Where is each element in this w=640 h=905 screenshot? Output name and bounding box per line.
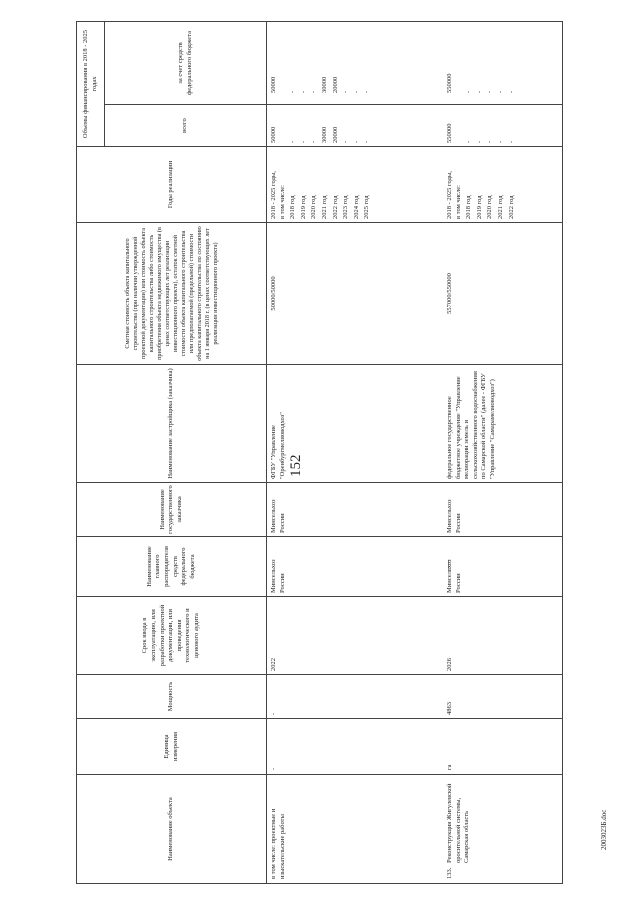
row-2-federal-0: 550000	[446, 73, 453, 93]
row-2-total-2: -	[465, 140, 473, 143]
row-1-year-8: 2024 год	[352, 195, 360, 219]
header-federal: за счет средств федерального бюджета	[176, 31, 193, 95]
row-1-year-3: 2019 год	[299, 195, 307, 219]
table-vline-left	[76, 883, 563, 884]
row-2-federal-5: -	[496, 90, 504, 93]
row-1-capacity: -	[270, 712, 277, 715]
row-2-total-3: -	[475, 140, 483, 143]
row-2-total-6: -	[507, 140, 515, 143]
row-2-name: Реконструкция Жигулевской оросительной системы, Самарская область	[446, 783, 471, 863]
row-1-year-1: в том числе:	[278, 185, 286, 219]
row-1-cost: 50000/50000	[270, 276, 277, 311]
header-years: Годы реализации	[167, 160, 175, 209]
row-1-total-7: -	[342, 140, 350, 143]
row-1-federal-5: 30000	[320, 76, 328, 93]
row-2-federal-6: -	[507, 90, 515, 93]
header-name: Наименование объекта	[167, 797, 175, 861]
row-2-year-0: 2018 - 2025 годы,	[446, 171, 453, 219]
row-1-total-9: -	[363, 140, 371, 143]
row-2-cost: 557000/550000	[446, 273, 453, 314]
row-2-num: 133.	[446, 867, 453, 879]
row-2-total-0: 550000	[446, 123, 453, 143]
footer-filename: 2003023Б.doc	[600, 809, 608, 850]
header-cost: Сметная стоимость объекта капитального строительства (при наличии утвержденной проектной документации) или стоимость объекта капитального строительства либо стоимость приобретения объекта недвижимого имущества (в ценах соответствующих лет реализации инвестиционного проекта), остаток сметной стоимости объекта капитального строительства или предполагаемой (предельной) стоимости объекта капитального строительства по состоянию на 1 января 2018 г. (в ценах соответствующих лет реализации инвестиционного проекта)	[123, 226, 219, 361]
row-2-year-2: 2018 год	[465, 195, 473, 219]
row-1-federal	[270, 33, 372, 93]
header-volume: Объемы финансирования в 2018 - 2025 годах	[81, 29, 98, 139]
row-2-unit: га	[446, 764, 453, 770]
row-1-total-3: -	[299, 140, 307, 143]
table-line-header-bottom	[266, 22, 267, 884]
row-1-customer-state: Минсельхоз России	[270, 499, 286, 533]
row-1-total-2: -	[289, 140, 297, 143]
row-2-federal-4: -	[486, 90, 494, 93]
row-1-federal-4: -	[310, 90, 318, 93]
row-1-developer: ФГБУ "Управление "Оренбургмелиоводхоз"	[270, 412, 286, 479]
row-2-total-4: -	[486, 140, 494, 143]
row-1-unit: -	[270, 767, 277, 770]
header-capacity: Мощность	[167, 681, 175, 712]
table-line-bottom	[562, 22, 563, 884]
row-2-deadline: 2026	[446, 658, 453, 671]
row-1-total-6: 20000	[331, 126, 339, 143]
header-developer: Наименование застройщика (заказчика)	[167, 368, 175, 479]
row-1-federal-1	[279, 33, 288, 93]
header-deadline: Срок ввода в эксплуатацию, или разработки проектной документации, или проведения технологического и ценового аудита	[141, 604, 200, 667]
row-2-total-1	[455, 107, 464, 143]
row-2-year-6: 2022 год	[507, 195, 515, 219]
header-grbs: Наименование главного распорядителя средств федерального бюджета	[145, 546, 196, 587]
row-1-year-6: 2022 год	[331, 195, 339, 219]
row-1-federal-6: 20000	[331, 76, 339, 93]
row-1-grbs: Минсельхоз России	[270, 559, 286, 593]
row-1-year-9: 2025 год	[363, 195, 371, 219]
row-1-federal-8: -	[352, 90, 360, 93]
row-2-years	[446, 149, 516, 219]
header-customer-state: Наименование государственного заказчика	[158, 485, 183, 534]
row-2-capacity: 4863	[446, 702, 453, 715]
row-2-total	[446, 107, 516, 143]
row-1-federal-0: 50000	[270, 76, 277, 93]
row-1-deadline: 2022	[270, 658, 277, 671]
row-1-year-7: 2023 год	[342, 195, 350, 219]
header-total: всего	[181, 118, 189, 133]
page-number: 152	[288, 454, 304, 477]
row-1-year-4: 2020 год	[310, 195, 318, 219]
row-1-total-5: 30000	[320, 126, 328, 143]
row-2-customer-state: Минсельхоз России	[446, 499, 462, 533]
row-1-federal-2: -	[289, 90, 297, 93]
row-2-year-3: 2019 год	[475, 195, 483, 219]
row-1-total-0: 50000	[270, 126, 277, 143]
row-1-year-2: 2018 год	[289, 195, 297, 219]
header-unit: Единица измерения	[162, 731, 179, 762]
row-1-federal-9: -	[363, 90, 371, 93]
row-2-year-5: 2021 год	[496, 195, 504, 219]
row-1-federal-7: -	[342, 90, 350, 93]
row-2-federal-2: -	[465, 90, 473, 93]
row-2-federal-1	[455, 33, 464, 93]
row-2-total-5: -	[496, 140, 504, 143]
row-1-total-8: -	[352, 140, 360, 143]
row-1-federal-3: -	[299, 90, 307, 93]
row-1-total-4: -	[310, 140, 318, 143]
row-2-developer: федеральное государственное бюджетное учреждение "Управление мелиорации земель и сельскохозяйственного водоснабжения по Самарской области" (далее - ФГБУ "Управление "Самарамелиоводхоз")	[446, 371, 496, 479]
row-1-total	[270, 107, 372, 143]
row-2-federal	[446, 33, 516, 93]
row-1-name: в том числе: проектные и изыскательские работы	[270, 808, 286, 879]
row-1-year-0: 2018 - 2025 годы,	[270, 171, 277, 219]
row-2-grbs: Минсельхоз России	[446, 559, 462, 593]
row-1-total-1	[279, 107, 288, 143]
row-1-year-5: 2021 год	[320, 195, 328, 219]
row-2-year-1: в том числе:	[454, 185, 462, 219]
row-2-year-4: 2020 год	[486, 195, 494, 219]
row-2-federal-3: -	[475, 90, 483, 93]
row-1-years	[270, 149, 372, 219]
